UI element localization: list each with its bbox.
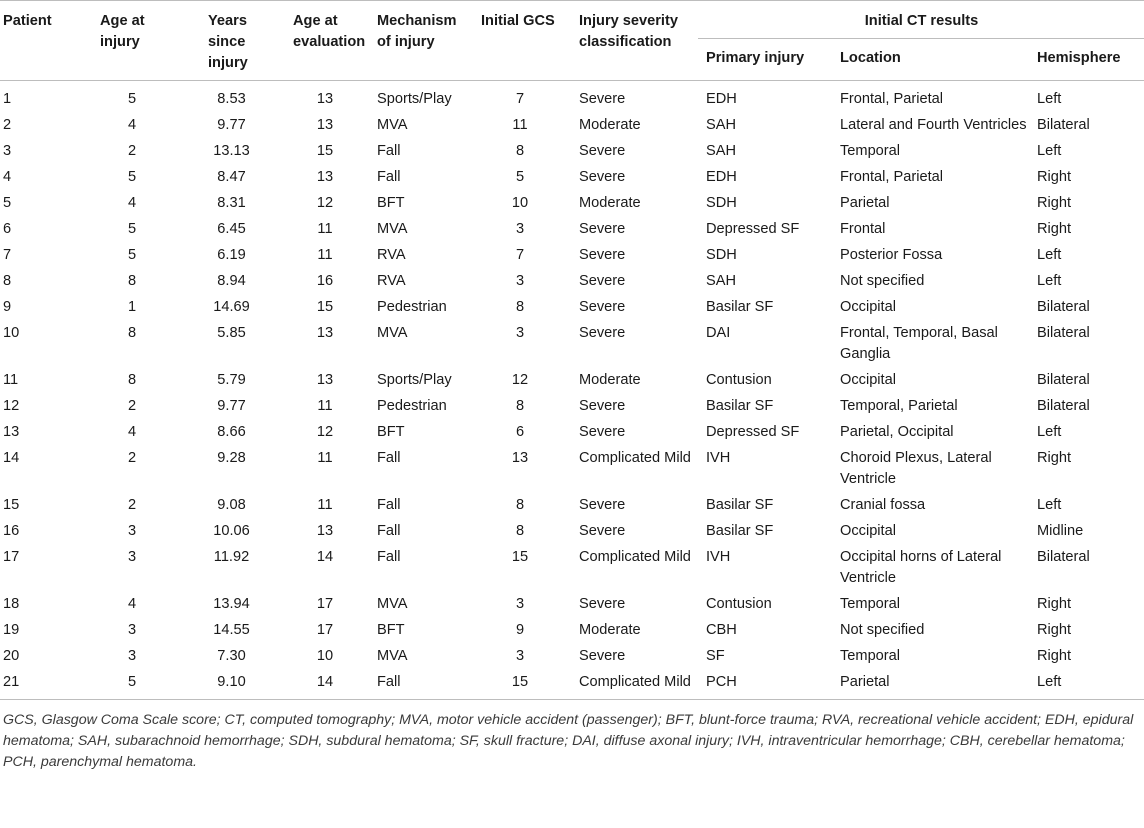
cell-mechanism: MVA [377, 648, 408, 664]
cell-location: Occipital [840, 299, 896, 315]
cell-mechanism: MVA [377, 221, 408, 237]
cell-age-at-injury: 2 [127, 143, 137, 159]
cell-mechanism: Fall [377, 523, 401, 539]
table-row [0, 641, 1144, 667]
cell-hemisphere: Bilateral [1037, 398, 1090, 414]
cell-age-at-injury: 5 [127, 674, 137, 690]
cell-years-since-injury: 8.66 [217, 424, 246, 440]
cell-mechanism: Fall [377, 450, 401, 466]
cell-patient: 21 [3, 674, 20, 690]
cell-age-at-evaluation: 13 [316, 372, 334, 388]
cell-hemisphere: Right [1037, 450, 1072, 466]
cell-severity: Complicated Mild [579, 450, 691, 466]
cell-mechanism: MVA [377, 325, 408, 341]
cell-years-since-injury: 8.47 [217, 169, 246, 185]
cell-age-at-injury: 8 [127, 325, 137, 341]
cell-age-at-evaluation: 15 [316, 143, 334, 159]
cell-age-at-evaluation: 13 [316, 169, 334, 185]
cell-age-at-injury: 3 [127, 549, 137, 565]
header-initial-ct-results: Initial CT results [698, 1, 1144, 39]
table-row [0, 516, 1144, 542]
cell-location: Temporal [840, 648, 901, 664]
cell-severity: Moderate [579, 372, 641, 388]
cell-primary-injury: Basilar SF [706, 497, 774, 513]
cell-severity: Severe [579, 398, 626, 414]
cell-hemisphere: Right [1037, 195, 1072, 211]
cell-location: Occipital [840, 372, 896, 388]
cell-hemisphere: Left [1037, 497, 1062, 513]
header-patient: Patient [3, 13, 52, 29]
cell-patient: 18 [3, 596, 20, 612]
cell-severity: Complicated Mild [579, 674, 691, 690]
cell-primary-injury: Contusion [706, 596, 772, 612]
table-row [0, 490, 1144, 516]
table-row [0, 589, 1144, 615]
cell-age-at-evaluation: 17 [316, 622, 334, 638]
cell-initial-gcs: 7 [515, 247, 525, 263]
cell-patient: 15 [3, 497, 20, 513]
cell-years-since-injury: 13.13 [213, 143, 250, 159]
table-row [0, 443, 1144, 490]
cell-primary-injury: CBH [706, 622, 737, 638]
cell-primary-injury: Basilar SF [706, 398, 774, 414]
header-age-at-injury: Age at injury [100, 13, 145, 50]
cell-years-since-injury: 11.92 [213, 549, 250, 565]
cell-initial-gcs: 8 [515, 523, 525, 539]
table-row [0, 615, 1144, 641]
cell-primary-injury: DAI [706, 325, 731, 341]
cell-age-at-injury: 5 [127, 91, 137, 107]
cell-initial-gcs: 11 [512, 117, 528, 133]
table-row [0, 214, 1144, 240]
cell-initial-gcs: 3 [515, 596, 525, 612]
table-row [0, 266, 1144, 292]
cell-initial-gcs: 7 [515, 91, 525, 107]
cell-mechanism: BFT [377, 195, 405, 211]
cell-primary-injury: IVH [706, 450, 731, 466]
cell-patient: 9 [3, 299, 12, 315]
cell-initial-gcs: 15 [511, 549, 529, 565]
cell-severity: Moderate [579, 622, 641, 638]
cell-age-at-evaluation: 13 [316, 117, 334, 133]
cell-primary-injury: SAH [706, 273, 737, 289]
cell-age-at-injury: 2 [127, 450, 137, 466]
cell-hemisphere: Left [1037, 424, 1062, 440]
header-hemisphere: Hemisphere [1037, 50, 1121, 66]
cell-patient: 16 [3, 523, 20, 539]
table-row [0, 417, 1144, 443]
table-row [0, 81, 1144, 111]
cell-years-since-injury: 6.19 [217, 247, 246, 263]
cell-age-at-injury: 4 [127, 424, 137, 440]
cell-severity: Severe [579, 648, 626, 664]
cell-age-at-evaluation: 17 [316, 596, 334, 612]
header-mechanism: Mechanism of injury [377, 13, 457, 50]
cell-initial-gcs: 15 [511, 674, 529, 690]
cell-mechanism: MVA [377, 596, 408, 612]
cell-age-at-injury: 2 [127, 398, 137, 414]
cell-patient: 19 [3, 622, 20, 638]
cell-location: Frontal, Parietal [840, 91, 944, 107]
cell-age-at-injury: 8 [127, 273, 137, 289]
cell-hemisphere: Midline [1037, 523, 1084, 539]
cell-mechanism: MVA [377, 117, 408, 133]
cell-primary-injury: Contusion [706, 372, 772, 388]
cell-primary-injury: IVH [706, 549, 731, 565]
cell-location: Occipital horns of Lateral Ventricle [840, 549, 1002, 586]
cell-years-since-injury: 8.94 [217, 273, 246, 289]
cell-patient: 6 [3, 221, 12, 237]
cell-hemisphere: Bilateral [1037, 117, 1090, 133]
cell-age-at-evaluation: 16 [316, 273, 334, 289]
cell-hemisphere: Right [1037, 648, 1072, 664]
cell-mechanism: Pedestrian [377, 299, 447, 315]
cell-location: Temporal [840, 596, 901, 612]
cell-location: Lateral and Fourth Ventricles [840, 117, 1027, 133]
cell-hemisphere: Right [1037, 221, 1072, 237]
cell-initial-gcs: 3 [515, 325, 525, 341]
cell-location: Occipital [840, 523, 896, 539]
table-row [0, 365, 1144, 391]
cell-hemisphere: Left [1037, 674, 1062, 690]
cell-mechanism: BFT [377, 424, 405, 440]
cell-patient: 7 [3, 247, 12, 263]
cell-severity: Severe [579, 325, 626, 341]
cell-patient: 2 [3, 117, 12, 133]
cell-hemisphere: Left [1037, 91, 1062, 107]
cell-age-at-injury: 3 [127, 523, 137, 539]
table-row [0, 110, 1144, 136]
cell-hemisphere: Bilateral [1037, 372, 1090, 388]
cell-location: Temporal, Parietal [840, 398, 958, 414]
cell-years-since-injury: 9.77 [217, 117, 246, 133]
cell-patient: 14 [3, 450, 20, 466]
cell-location: Frontal, Temporal, Basal Ganglia [840, 325, 998, 362]
cell-primary-injury: SAH [706, 143, 737, 159]
cell-age-at-injury: 4 [127, 596, 137, 612]
cell-initial-gcs: 8 [515, 299, 525, 315]
cell-age-at-injury: 2 [127, 497, 137, 513]
cell-mechanism: BFT [377, 622, 405, 638]
cell-age-at-evaluation: 14 [316, 674, 334, 690]
cell-severity: Severe [579, 143, 626, 159]
cell-primary-injury: Depressed SF [706, 221, 800, 237]
cell-severity: Severe [579, 247, 626, 263]
cell-primary-injury: Depressed SF [706, 424, 800, 440]
cell-age-at-evaluation: 15 [316, 299, 334, 315]
cell-age-at-evaluation: 12 [316, 424, 334, 440]
cell-patient: 8 [3, 273, 12, 289]
cell-initial-gcs: 8 [515, 497, 525, 513]
cell-age-at-injury: 3 [127, 622, 137, 638]
cell-years-since-injury: 9.77 [217, 398, 246, 414]
cell-primary-injury: SAH [706, 117, 737, 133]
cell-age-at-injury: 5 [127, 169, 137, 185]
header-severity: Injury severity classification [579, 13, 678, 50]
cell-years-since-injury: 14.55 [213, 622, 250, 638]
cell-age-at-evaluation: 12 [316, 195, 334, 211]
header-age-at-evaluation: Age at evaluation [293, 13, 366, 50]
cell-age-at-evaluation: 10 [316, 648, 334, 664]
cell-severity: Severe [579, 523, 626, 539]
cell-primary-injury: Basilar SF [706, 523, 774, 539]
cell-mechanism: Fall [377, 674, 401, 690]
cell-patient: 5 [3, 195, 12, 211]
cell-mechanism: RVA [377, 273, 406, 289]
cell-mechanism: Sports/Play [377, 372, 452, 388]
cell-age-at-evaluation: 13 [316, 325, 334, 341]
cell-mechanism: Fall [377, 169, 401, 185]
cell-location: Parietal, Occipital [840, 424, 954, 440]
table-header [0, 1, 1144, 81]
table-row [0, 136, 1144, 162]
table-row [0, 391, 1144, 417]
cell-initial-gcs: 10 [511, 195, 529, 211]
cell-initial-gcs: 9 [515, 622, 525, 638]
cell-age-at-injury: 5 [127, 221, 137, 237]
cell-mechanism: Fall [377, 497, 401, 513]
cell-patient: 12 [3, 398, 20, 414]
table-footnote: GCS, Glasgow Coma Scale score; CT, computed tomography; MVA, motor vehicle accident (passenger); BFT, blunt-force trauma; RVA, recreational vehicle accident; EDH, epidural hematoma; SAH, subarachnoid hemorrhage; SDH, subdural hematoma; SF, skull fracture; DAI, diffuse axonal injury; IVH, intraventricular hemorrhage; CBH, cerebellar hematoma; PCH, parenchymal hematoma. [3, 712, 1134, 770]
cell-patient: 10 [3, 325, 20, 341]
cell-patient: 1 [3, 91, 12, 107]
cell-severity: Severe [579, 596, 626, 612]
cell-location: Temporal [840, 143, 901, 159]
cell-location: Parietal [840, 195, 890, 211]
cell-years-since-injury: 14.69 [213, 299, 250, 315]
header-years-since-injury: Years since injury [208, 13, 248, 71]
cell-age-at-injury: 4 [127, 117, 137, 133]
table-body [0, 81, 1144, 700]
cell-severity: Severe [579, 497, 626, 513]
cell-hemisphere: Bilateral [1037, 299, 1090, 315]
cell-age-at-evaluation: 11 [317, 497, 333, 513]
table-row [0, 542, 1144, 589]
cell-severity: Severe [579, 424, 626, 440]
cell-mechanism: Pedestrian [377, 398, 447, 414]
cell-age-at-evaluation: 11 [317, 221, 333, 237]
cell-severity: Severe [579, 169, 626, 185]
cell-location: Frontal [840, 221, 886, 237]
cell-severity: Severe [579, 91, 626, 107]
cell-primary-injury: EDH [706, 169, 737, 185]
cell-hemisphere: Right [1037, 622, 1072, 638]
cell-initial-gcs: 8 [515, 398, 525, 414]
cell-patient: 3 [3, 143, 12, 159]
cell-years-since-injury: 8.53 [217, 91, 246, 107]
cell-years-since-injury: 9.08 [217, 497, 246, 513]
header-initial-gcs: Initial GCS [481, 13, 555, 29]
cell-primary-injury: SF [706, 648, 725, 664]
cell-initial-gcs: 3 [515, 648, 525, 664]
cell-severity: Complicated Mild [579, 549, 691, 565]
cell-initial-gcs: 6 [515, 424, 525, 440]
cell-years-since-injury: 6.45 [217, 221, 246, 237]
cell-age-at-evaluation: 11 [317, 450, 333, 466]
cell-location: Not specified [840, 622, 925, 638]
cell-mechanism: RVA [377, 247, 406, 263]
cell-primary-injury: Basilar SF [706, 299, 774, 315]
cell-location: Not specified [840, 273, 925, 289]
cell-mechanism: Fall [377, 143, 401, 159]
table-row [0, 240, 1144, 266]
cell-initial-gcs: 13 [511, 450, 529, 466]
cell-age-at-evaluation: 14 [316, 549, 334, 565]
cell-patient: 4 [3, 169, 12, 185]
cell-initial-gcs: 5 [515, 169, 525, 185]
table-row [0, 667, 1144, 700]
cell-years-since-injury: 10.06 [213, 523, 250, 539]
cell-location: Choroid Plexus, Lateral Ventricle [840, 450, 992, 487]
cell-location: Parietal [840, 674, 890, 690]
cell-age-at-injury: 8 [127, 372, 137, 388]
cell-age-at-injury: 1 [127, 299, 137, 315]
cell-hemisphere: Right [1037, 596, 1072, 612]
cell-severity: Moderate [579, 117, 641, 133]
cell-age-at-injury: 5 [127, 247, 137, 263]
cell-hemisphere: Left [1037, 143, 1062, 159]
cell-hemisphere: Bilateral [1037, 325, 1090, 341]
cell-age-at-evaluation: 13 [316, 523, 334, 539]
cell-severity: Severe [579, 221, 626, 237]
cell-years-since-injury: 9.10 [217, 674, 246, 690]
cell-severity: Severe [579, 273, 626, 289]
cell-severity: Moderate [579, 195, 641, 211]
table-row [0, 162, 1144, 188]
cell-initial-gcs: 3 [515, 221, 525, 237]
cell-primary-injury: SDH [706, 195, 737, 211]
cell-location: Posterior Fossa [840, 247, 943, 263]
table-row [0, 292, 1144, 318]
cell-location: Cranial fossa [840, 497, 926, 513]
cell-primary-injury: SDH [706, 247, 737, 263]
cell-hemisphere: Left [1037, 273, 1062, 289]
cell-age-at-evaluation: 13 [316, 91, 334, 107]
cell-patient: 17 [3, 549, 20, 565]
cell-primary-injury: PCH [706, 674, 737, 690]
cell-location: Frontal, Parietal [840, 169, 944, 185]
cell-hemisphere: Left [1037, 247, 1062, 263]
cell-hemisphere: Right [1037, 169, 1072, 185]
cell-initial-gcs: 8 [515, 143, 525, 159]
cell-years-since-injury: 8.31 [217, 195, 246, 211]
cell-patient: 20 [3, 648, 20, 664]
cell-years-since-injury: 5.79 [217, 372, 246, 388]
cell-severity: Severe [579, 299, 626, 315]
cell-patient: 11 [3, 372, 19, 388]
table-row [0, 318, 1144, 365]
cell-hemisphere: Bilateral [1037, 549, 1090, 565]
table-row [0, 188, 1144, 214]
header-primary-injury: Primary injury [706, 50, 805, 66]
cell-initial-gcs: 12 [511, 372, 529, 388]
cell-mechanism: Sports/Play [377, 91, 452, 107]
cell-years-since-injury: 13.94 [213, 596, 250, 612]
cell-initial-gcs: 3 [515, 273, 525, 289]
cell-years-since-injury: 5.85 [217, 325, 246, 341]
header-location: Location [840, 50, 901, 66]
cell-age-at-evaluation: 11 [317, 247, 333, 263]
cell-patient: 13 [3, 424, 20, 440]
cell-years-since-injury: 9.28 [217, 450, 246, 466]
cell-primary-injury: EDH [706, 91, 737, 107]
cell-age-at-evaluation: 11 [317, 398, 333, 414]
cell-years-since-injury: 7.30 [217, 648, 246, 664]
cell-mechanism: Fall [377, 549, 401, 565]
cell-age-at-injury: 4 [127, 195, 137, 211]
cell-age-at-injury: 3 [127, 648, 137, 664]
